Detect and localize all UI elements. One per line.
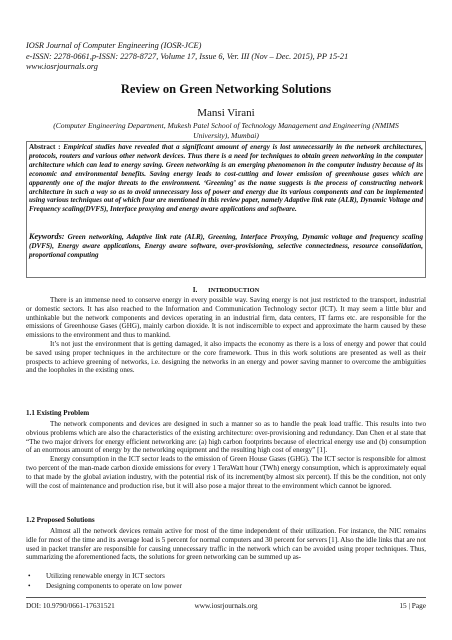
author-name: Mansi Virani [197, 107, 255, 119]
journal-header [26, 41, 348, 73]
section-title: INTRODUCTION [208, 287, 260, 294]
footer-page-number: 15 | Page [399, 601, 426, 610]
introduction-body [26, 296, 426, 375]
subsection-heading-existing-problem: 1.1 Existing Problem [26, 409, 90, 417]
author-affiliation: (Computer Engineering Department, Mukesh Patel School of Technology Management and Engineering (NMIMS University), Mumbai) [53, 121, 399, 140]
keywords-text: Green networking, Adaptive link rate (ALR), Greening, Interface Proxying, Dynamic voltage and frequency scaling (DVFS), Energy aware applications, Energy aware software, over-provisioning, selective connectedness, resource consolidation, proportional computing [29, 233, 423, 259]
keywords-label: Keywords: [29, 232, 65, 241]
section-number: I. [192, 286, 198, 294]
subsection-heading-proposed-solutions: 1.2 Proposed Solutions [26, 516, 95, 524]
abstract-text: Empirical studies have revealed that a significant amount of energy is lost unnecessarily in the network architectures, protocols, routers and various other network devices. Thus there is a need for techniques to obtain green networking in the computer architecture which can lead to energy saving. Green networking is an emerging phenomenon in the computer industry because of its economic and environmental benefits. Saving energy leads to cost-cutting and lower emission of greenhouse gases which are apparently one of the major threats to the environment. ‘Greening’ as the name suggests is the process of constructing network architecture in such a way so as to avoid unnecessary loss of power and energy due its various components and can be implemented using various techniques out of which four are mentioned in this review paper, namely Adaptive link rate (ALR), Dynamic Voltage and Frequency scaling(DVFS), Interface proxying and energy aware applications and software. [29, 143, 423, 214]
keywords-box [26, 233, 426, 278]
existing-problem-body [26, 420, 426, 490]
abstract-label: Abstract : [29, 143, 61, 151]
journal-name: IOSR Journal of Computer Engineering (IOSR-JCE) [26, 41, 202, 50]
solutions-bullet-list [26, 571, 426, 591]
journal-issn: e-ISSN: 2278-0661,p-ISSN: 2278-8727, Volume 17, Issue 6, Ver. III (Nov – Dec. 2015), PP 15-21 [26, 51, 349, 61]
list-item: • Designing components to operate on low power [26, 581, 426, 591]
section-heading-introduction [0, 286, 452, 294]
footer-doi: DOI: 10.9790/0661-17631521 [26, 601, 115, 610]
existing-problem-paragraph-1: The network components and devices are designed in such a manner so as to handle the peak load traffic. This results into two obvious problems which are also the characteristics of the existing architecture: over-provisioning and redundancy. Dan Chen et al state that “The two major drivers for energy efficient networking are: (a) high carbon footprints because of electrical energy use and (b) consumption of an enormous amount of energy by the networking equipment and the resulting high cost of energy” [1]. [26, 420, 426, 455]
paper-title: Review on Green Networking Solutions [120, 82, 332, 96]
list-item: • Utilizing renewable energy in ICT sectors [26, 571, 426, 581]
proposed-solutions-paragraph: Almost all the network devices remain active for most of the time independent of their utilization. For instance, the NIC remains idle for most of the time and its average load is 5 percent for normal computers and 30 percent for servers [1]. Also the idle links that are not used in packet transfer are responsible for causing unnecessary traffic in the network which can be avoided using proper techniques. Thus, summarizing the aforementioned facts, the solutions for green networking can be summed up as- [26, 527, 426, 562]
proposed-solutions-body [26, 527, 426, 562]
footer-divider [26, 597, 426, 598]
intro-paragraph-1: There is an immense need to conserve energy in every possible way. Saving energy is not just restricted to the transport, industrial or domestic sectors. It has also reached to the Information and Communication Technology sector (ICT). It may seem a little blur and unthinkable but the network components and devices operating in an industrial firm, data centers, IT farms etc. are responsible for the emissions of Greenhouse Gases (GHG), mainly carbon dioxide. It is not indiscernible to expect and approximate the harm caused by these emissions to the environment and thus to mankind. [26, 296, 426, 340]
journal-website: www.iosrjournals.org [26, 62, 98, 72]
abstract-box [26, 141, 426, 234]
existing-problem-paragraph-2: Energy consumption in the ICT sector leads to the emission of Green House Gases (GHG). The ICT sector is responsible for almost two percent of the man-made carbon dioxide emissions for every 1 TeraWatt hour (TWh) energy consumption, which is approximately equal to that made by the global aviation industry, with the potential risk of its increment(by almost six percent). If this be the condition, not only will the cost of maintenance and production rise, but it will also pose a major threat to the environment which cannot be ignored. [26, 455, 426, 490]
footer-website: www.iosrjournals.org [194, 601, 258, 610]
intro-paragraph-2: It’s not just the environment that is getting damaged, it also impacts the economy as there is a loss of energy and power that could be saved using proper techniques in the architecture or the core framework. Thus in this work solutions are presented as well as their prospects to achieve greening of networks, i.e. designing the networks in an energy and power saving manner to overcome the ambiguities and the loopholes in the existing ones. [26, 339, 426, 375]
